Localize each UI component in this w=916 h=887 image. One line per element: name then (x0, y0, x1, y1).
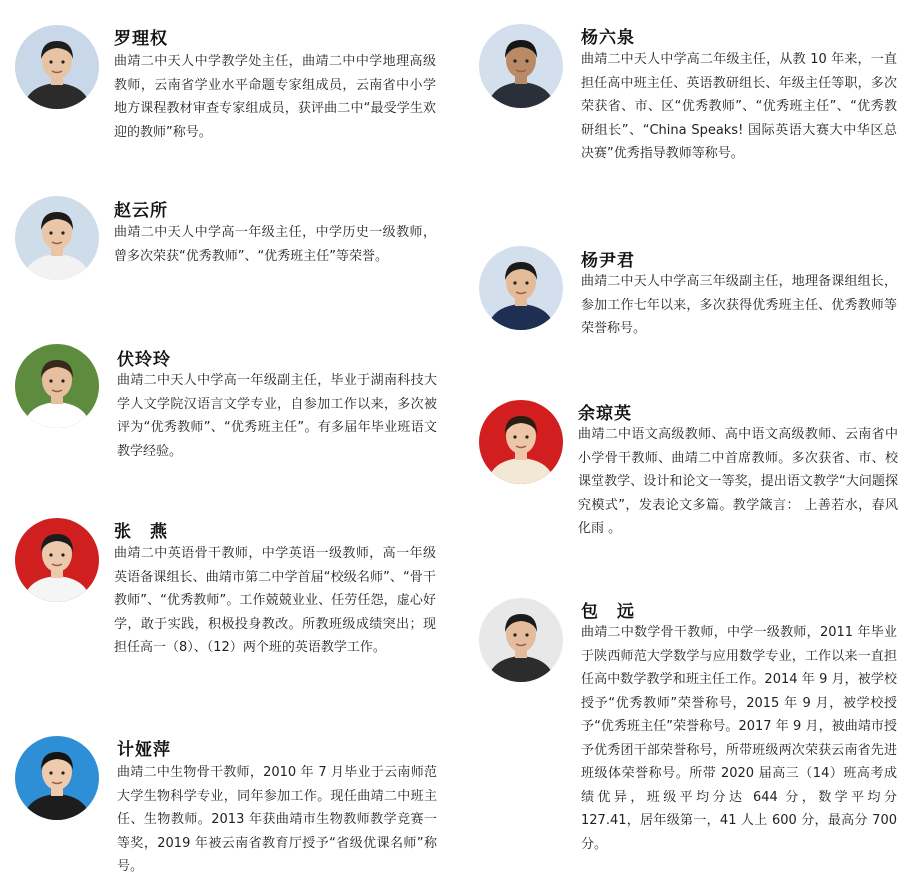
avatar (15, 344, 99, 428)
avatar (15, 736, 99, 820)
teacher-bio: 曲靖二中天人中学高一年级副主任，毕业于湖南科技大学人文学院汉语言文学专业，自参加工作以来，多次被评为“优秀教师”、“优秀班主任”。有多届年毕业班语文教学经验。 (117, 373, 437, 459)
teacher-bio: 曲靖二中语文高级教师、高中语文高级教师、云南省中小学骨干教师、曲靖二中首席教师。多次获省、市、校课堂教学、设计和论文一等奖，提出语文教学“大问题探究模式”，发表论文多篇。教学箴言： 上善若水，春风化雨 。 (578, 427, 898, 536)
avatar (15, 518, 99, 602)
teacher-bio: 曲靖二中英语骨干教师，中学英语一级教师，高一年级英语备课组长、曲靖市第二中学首届“校级名师”、“骨干教师”、“优秀教师”。工作兢兢业业、任劳任怨，虚心好学，敢于实践，积极投身教改。所教班级成绩突出；现担任高一（8）、（12）两个班的英语教学工作。 (114, 546, 436, 655)
avatar (479, 598, 563, 682)
teacher-name: 罗理权 (114, 29, 168, 49)
teacher-bio: 曲靖二中天人中学教学处主任，曲靖二中中学地理高级教师，云南省学业水平命题专家组成员，云南省中小学地方课程教材审查专家组成员，获评曲二中“最受学生欢迎的教师”称号。 (114, 54, 436, 140)
teacher-bio: 曲靖二中数学骨干教师，中学一级教师，2011 年毕业于陕西师范大学数学与应用数学专业，工作以来一直担任高中数学教学和班主任工作。2014 年 9 月，被学校授予“优秀教师”荣誉称号，2015 年 9 月，被学校授予“优秀班主任”荣誉称号。2017 年 9 月，被曲靖市授予优秀团干部荣誉称号，所带班级两次荣获云南省先进班级体荣誉称号。所带 2020 届高三（14）班高考成绩优异，班级平均分达 644 分，数学平均分 127.41，居年级第一，41 人上 600 分，最高分 700 分。 (581, 625, 897, 852)
teacher-bio: 曲靖二中天人中学高二年级主任，从教 10 年来，一直担任高中班主任、英语教研组长、年级主任等职，多次荣获省、市、区“优秀教师”、“优秀班主任”、“优秀教研组长”、“China Speaks! 国际英语大赛大中华区总决赛”优秀指导教师等称号。 (581, 52, 897, 161)
teacher-bio: 曲靖二中天人中学高三年级副主任，地理备课组组长，参加工作七年以来，多次获得优秀班主任、优秀教师等荣誉称号。 (581, 274, 897, 336)
avatar (15, 25, 99, 109)
teacher-name: 杨尹君 (581, 251, 635, 271)
teacher-name: 张 燕 (114, 522, 168, 542)
teacher-name: 余琼英 (578, 404, 632, 424)
teacher-bio: 曲靖二中天人中学高一年级主任，中学历史一级教师，曾多次荣获“优秀教师”、“优秀班主任”等荣誉。 (114, 225, 436, 264)
teacher-name: 包 远 (581, 602, 635, 622)
teacher-name: 杨六泉 (581, 28, 635, 48)
avatar (479, 400, 563, 484)
teacher-name: 计娅萍 (117, 740, 171, 760)
avatar (15, 196, 99, 280)
avatar (479, 246, 563, 330)
avatar (479, 24, 563, 108)
teacher-name: 赵云所 (114, 201, 168, 221)
teacher-name: 伏玲玲 (117, 350, 171, 370)
teacher-bio: 曲靖二中生物骨干教师，2010 年 7 月毕业于云南师范大学生物科学专业，同年参加工作。现任曲靖二中班主任、生物教师。2013 年获曲靖市生物教师教学竞赛一等奖，2019 年被云南省教育厅授予“省级优课名师”称号。 (117, 765, 437, 874)
